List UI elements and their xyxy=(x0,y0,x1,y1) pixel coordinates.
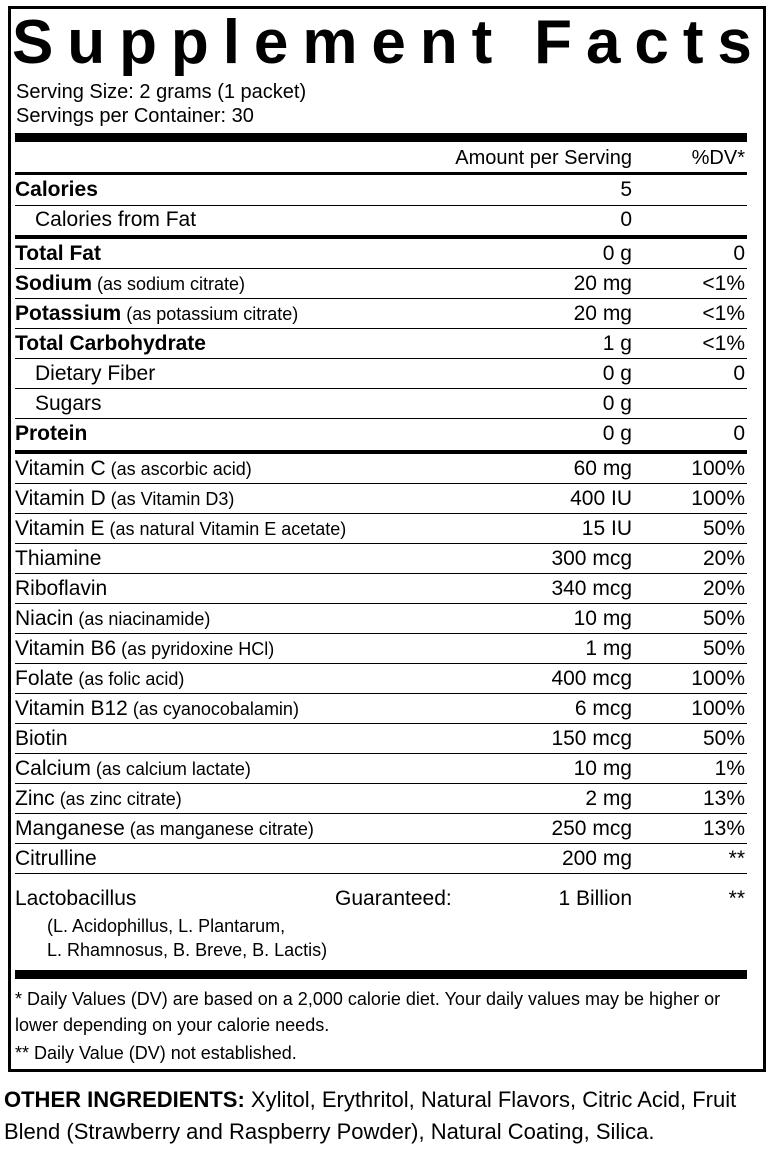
vitamin-row: Vitamin E (as natural Vitamin E acetate) 15 IU 50% xyxy=(15,517,745,540)
vitamin-row: Citrulline 200 mg ** xyxy=(15,847,745,870)
lacto-strains-line-2: L. Rhamnosus, B. Breve, B. Lactis) xyxy=(47,940,328,960)
nutrient-row: Potassium (as potassium citrate) 20 mg <1% xyxy=(15,302,745,325)
amount-header: Amount per Serving xyxy=(455,147,632,169)
other-ingredients: OTHER INGREDIENTS: Xylitol, Erythritol, Natural Flavors, Citric Acid, Fruit Blend (Strawberry and Raspberry Powder), Natural Coating, Silica. xyxy=(4,1087,737,1144)
not-established-footnote: ** Daily Value (DV) not established. xyxy=(15,1043,297,1063)
vitamin-row: Niacin (as niacinamide) 10 mg 50% xyxy=(15,607,745,630)
nutrient-row: Dietary Fiber 0 g 0 xyxy=(35,362,745,385)
nutrient-row: Protein 0 g 0 xyxy=(15,422,745,445)
thick-rule xyxy=(15,133,747,142)
serving-size: Serving Size: 2 grams (1 packet) xyxy=(16,81,307,103)
dv-header: %DV* xyxy=(691,147,745,169)
column-header xyxy=(15,142,747,173)
thin-rule xyxy=(15,873,747,874)
vitamin-row: Manganese (as manganese citrate) 250 mcg 13% xyxy=(15,817,745,840)
vitamin-row: Zinc (as zinc citrate) 2 mg 13% xyxy=(15,787,745,810)
lacto-strains-line-1: (L. Acidophillus, L. Plantarum, xyxy=(47,916,286,936)
vitamin-row: Biotin 150 mcg 50% xyxy=(15,727,745,750)
nutrient-row: Total Fat 0 g 0 xyxy=(15,242,745,265)
lactobacillus-row: Lactobacillus Guaranteed: 1 Billion ** xyxy=(15,887,745,910)
panel-title: S u p p l e m e n t F a c t s xyxy=(12,8,752,77)
vitamin-row: Vitamin D (as Vitamin D3) 400 IU 100% xyxy=(15,487,745,510)
vitamin-row: Folate (as folic acid) 400 mcg 100% xyxy=(15,667,745,690)
servings-per-container: Servings per Container: 30 xyxy=(16,105,254,127)
vitamin-row: Thiamine 300 mcg 20% xyxy=(15,547,745,570)
vitamin-row: Vitamin B12 (as cyanocobalamin) 6 mcg 100% xyxy=(15,697,745,720)
calories-from-fat-row: Calories from Fat 0 xyxy=(35,208,632,231)
nutrient-row: Total Carbohydrate 1 g <1% xyxy=(15,332,745,355)
nutrient-row: Sodium (as sodium citrate) 20 mg <1% xyxy=(15,272,745,295)
vitamin-row: Riboflavin 340 mcg 20% xyxy=(15,577,745,600)
vitamin-row: Vitamin B6 (as pyridoxine HCl) 1 mg 50% xyxy=(15,637,745,660)
vitamin-row: Calcium (as calcium lactate) 10 mg 1% xyxy=(15,757,745,780)
calories-row: Calories 5 xyxy=(15,178,632,201)
daily-value-footnote: * Daily Values (DV) are based on a 2,000 calorie diet. Your daily values may be higher or lower depending on your calorie needs. xyxy=(15,989,721,1035)
vitamin-row: Vitamin C (as ascorbic acid) 60 mg 100% xyxy=(15,457,745,480)
thick-rule xyxy=(15,970,747,979)
nutrient-row: Sugars 0 g xyxy=(35,392,632,415)
